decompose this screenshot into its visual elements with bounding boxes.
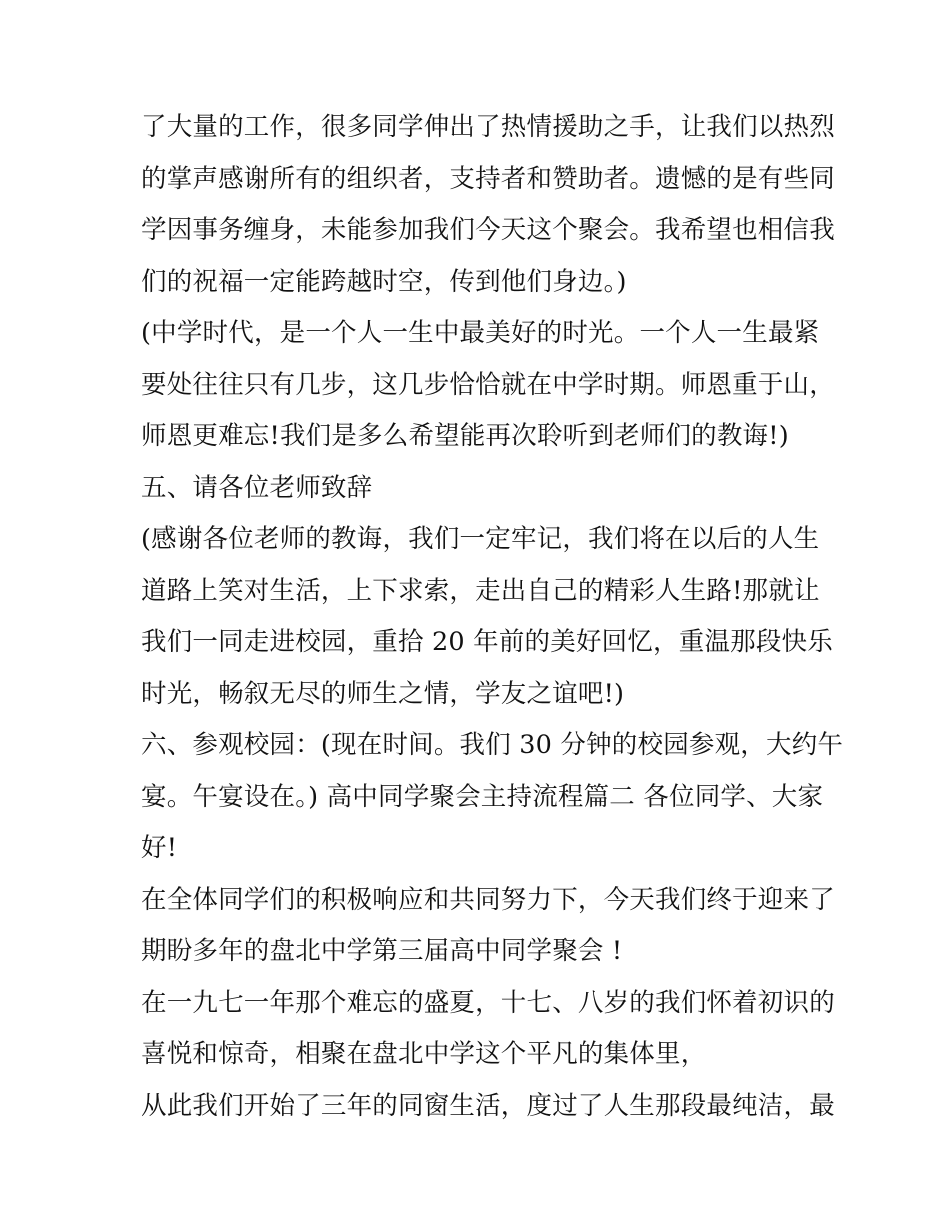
text-line: 师恩更难忘!我们是多么希望能再次聆听到老师们的教诲!) [141, 421, 789, 451]
text-line: 宴。午宴设在。) 高中同学聚会主持流程篇二 各位同学、大家 [141, 781, 824, 812]
section-heading: 五、请各位老师致辞 [141, 472, 373, 503]
text-line: 我们一同走进校园，重拾 20 年前的美好回忆，重温那段快乐 [141, 627, 833, 657]
text-line: (中学时代，是一个人一生中最美好的时光。一个人一生最紧 [141, 318, 820, 348]
text-line: 在一九七一年那个难忘的盛夏，十七、八岁的我们怀着初识的 [141, 987, 835, 1018]
document-body [141, 102, 844, 1132]
text-line: 了大量的工作，很多同学伸出了热情援助之手，让我们以热烈 [141, 112, 835, 142]
text-line: 好! [141, 833, 178, 863]
text-line: 从此我们开始了三年的同窗生活，度过了人生那段最纯洁，最 [141, 1090, 835, 1121]
text-line: 们的祝福一定能跨越时空，传到他们身边。) [141, 266, 627, 297]
text-line: 学因事务缠身，未能参加我们今天这个聚会。我希望也相信我 [141, 215, 835, 245]
text-line: 在全体同学们的积极响应和共同努力下，今天我们终于迎来了 [141, 884, 835, 915]
text-line: 时光，畅叙无尽的师生之情，学友之谊吧!) [141, 678, 625, 709]
text-line: 道路上笑对生活，上下求索，走出自己的精彩人生路!那就让 [141, 575, 820, 606]
text-line: 要处往往只有几步，这几步恰恰就在中学时期。师恩重于山， [141, 369, 835, 400]
text-line: 喜悦和惊奇，相聚在盘北中学这个平凡的集体里， [141, 1039, 707, 1069]
section-heading: 六、参观校园：(现在时间。我们 30 分钟的校园参观，大约午 [141, 730, 844, 760]
text-line: 期盼多年的盘北中学第三届高中同学聚会 ! [141, 936, 623, 966]
text-line: (感谢各位老师的教诲，我们一定牢记，我们将在以后的人生 [141, 524, 820, 554]
text-line: 的掌声感谢所有的组织者，支持者和赞助者。遗憾的是有些同 [141, 163, 835, 194]
